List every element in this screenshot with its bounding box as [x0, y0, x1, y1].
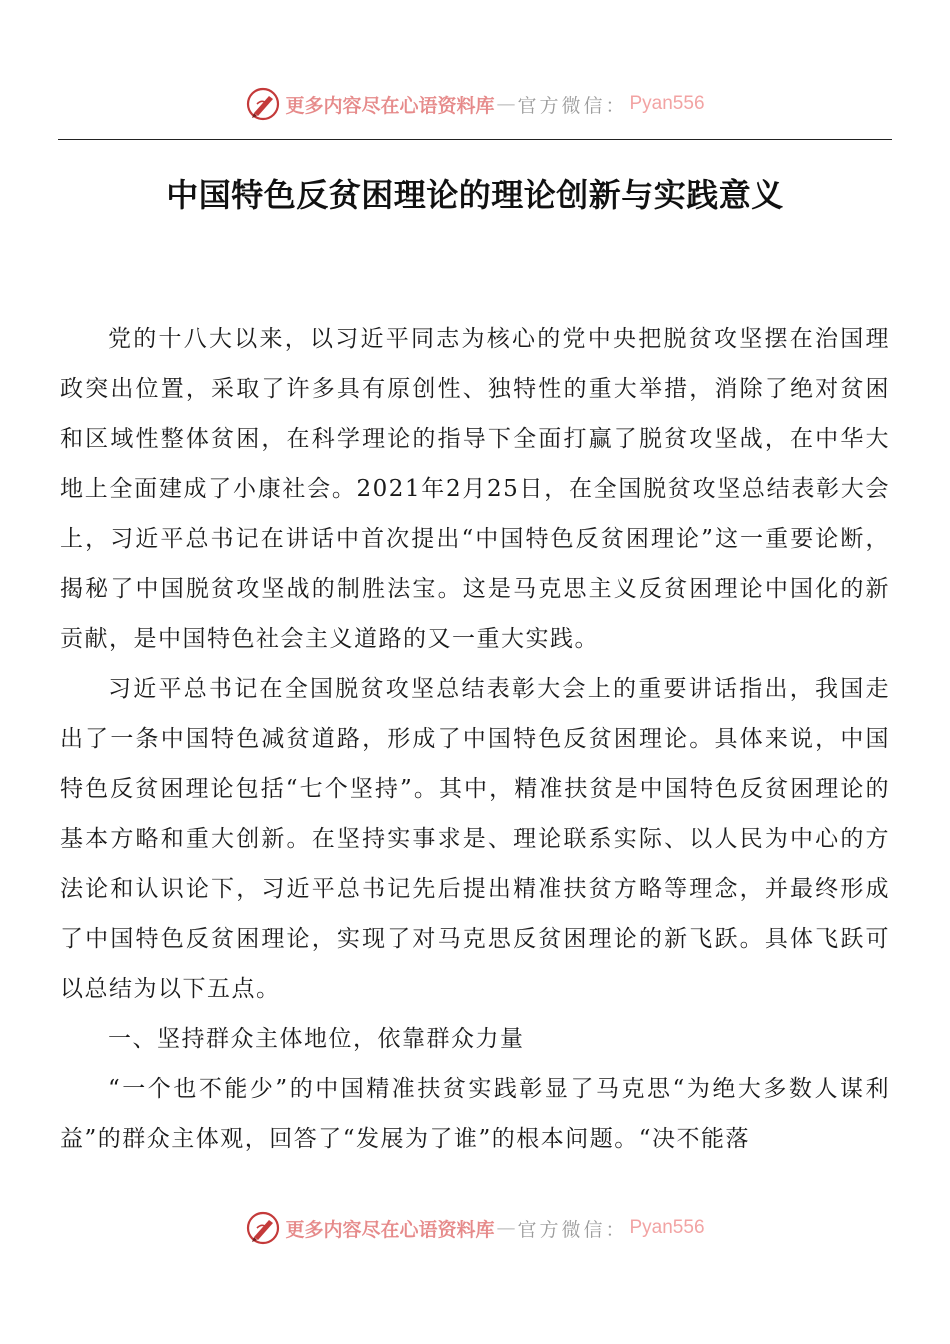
- header-watermark: [0, 84, 950, 124]
- watermark-wechat-id: Pyan556: [629, 1217, 705, 1238]
- watermark-contact: 官方微信：: [517, 1218, 628, 1241]
- watermark-dash: —: [496, 93, 516, 115]
- pen-logo-icon: [245, 86, 281, 122]
- paragraph-theory: 习近平总书记在全国脱贫攻坚总结表彰大会上的重要讲话指出，我国走出了一条中国特色减贫道路，形成了中国特色反贫困理论。具体来说，中国特色反贫困理论包括“七个坚持”。其中，精准扶贫是中国特色反贫困理论的基本方略和重大创新。在坚持实事求是、理论联系实际、以人民为中心的方法论和认识论下，习近平总书记先后提出精准扶贫方略等理念，并最终形成了中国特色反贫困理论，实现了对马克思反贫困理论的新飞跃。具体飞跃可以总结为以下五点。: [60, 676, 890, 1002]
- header-divider: [58, 139, 892, 140]
- watermark-brand: 更多内容尽在心语资料库: [285, 1218, 495, 1241]
- watermark-text: [285, 1215, 704, 1242]
- watermark-dash: —: [496, 1217, 516, 1239]
- watermark-text: [285, 91, 704, 118]
- watermark-brand: 更多内容尽在心语资料库: [285, 94, 495, 117]
- paragraph-intro: 党的十八大以来，以习近平同志为核心的党中央把脱贫攻坚摆在治国理政突出位置，采取了许多具有原创性、独特性的重大举措，消除了绝对贫困和区域性整体贫困，在科学理论的指导下全面打赢了脱贫攻坚战，在中华大地上全面建成了小康社会。2021年2月25日，在全国脱贫攻坚总结表彰大会上，习近平总书记在讲话中首次提出“中国特色反贫困理论”这一重要论断，揭秘了中国脱贫攻坚战的制胜法宝。这是马克思主义反贫困理论中国化的新贡献，是中国特色社会主义道路的又一重大实践。: [60, 326, 890, 652]
- document-title: 中国特色反贫困理论的理论创新与实践意义: [166, 176, 784, 214]
- document-body: [60, 314, 890, 1164]
- paragraph-section-1: “一个也不能少”的中国精准扶贫实践彰显了马克思“为绝大多数人谋利益”的群众主体观，回答了“发展为了谁”的根本问题。“决不能落: [60, 1076, 890, 1152]
- section-heading-1: 一、坚持群众主体地位，依靠群众力量: [108, 1026, 525, 1052]
- watermark-wechat-id: Pyan556: [629, 93, 705, 114]
- watermark-contact: 官方微信：: [517, 94, 628, 117]
- footer-watermark: [0, 1208, 950, 1248]
- pen-logo-icon: [245, 1210, 281, 1246]
